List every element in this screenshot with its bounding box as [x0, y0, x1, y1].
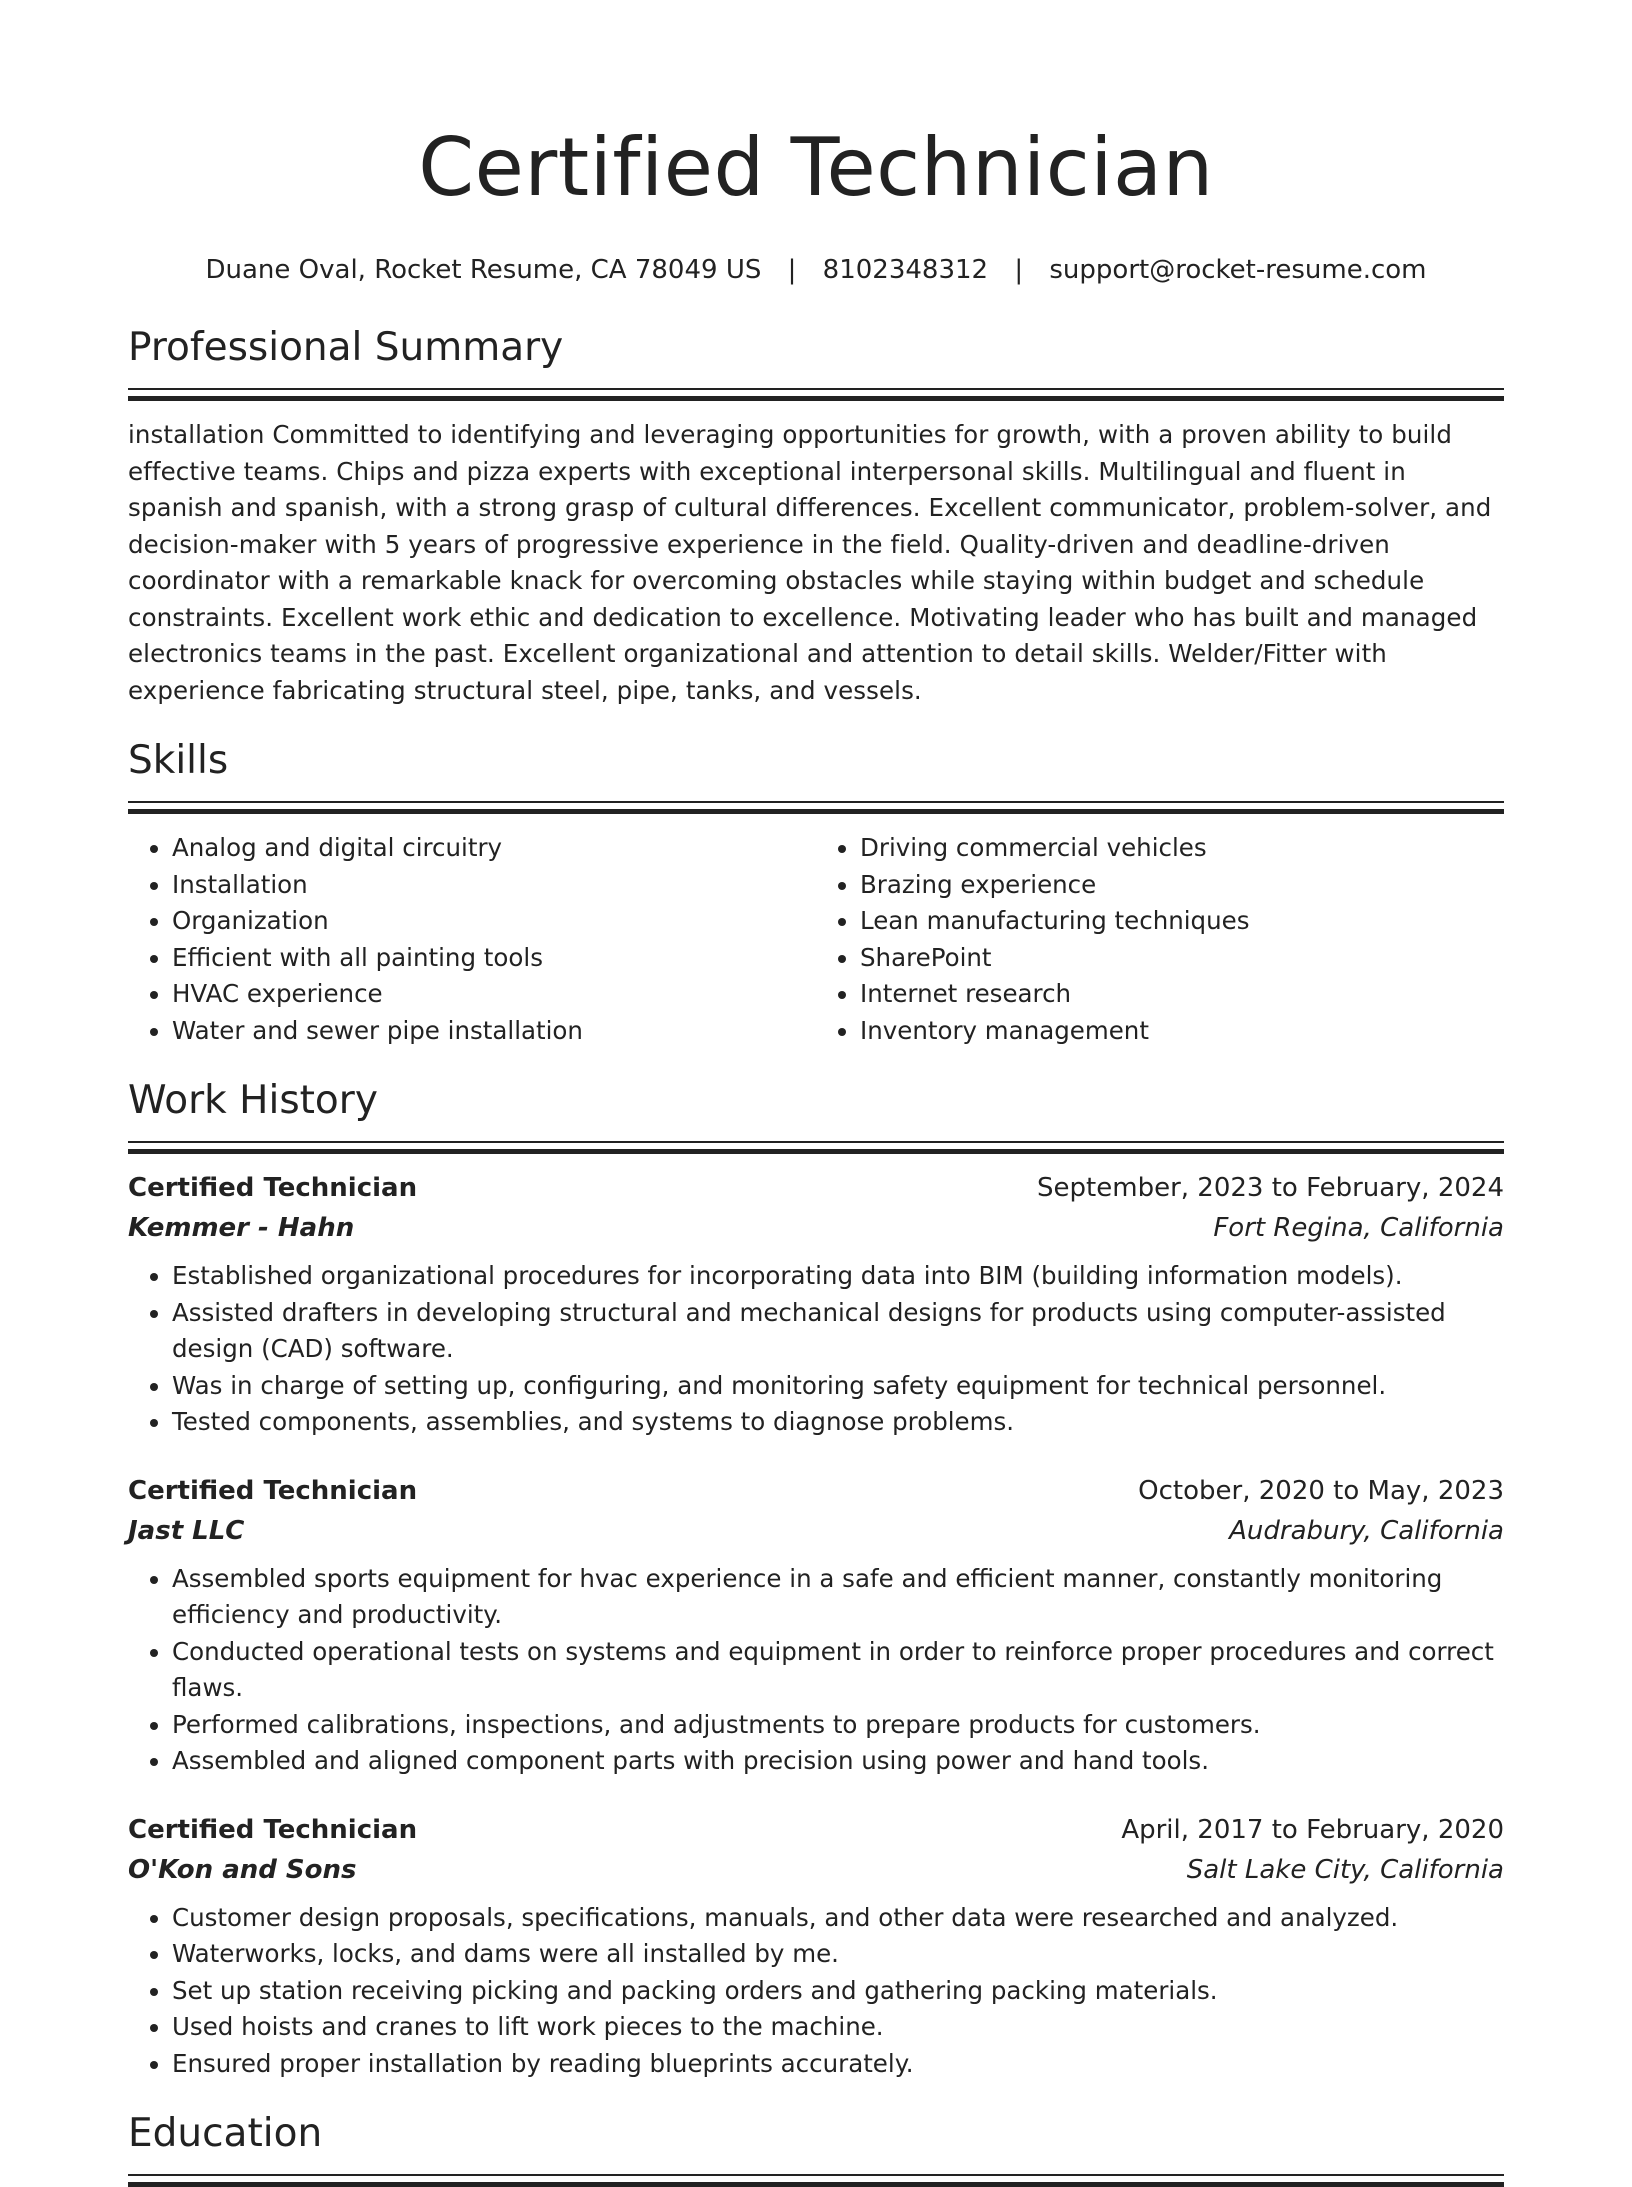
- job-bullet: • Assembled sports equipment for hvac experience in a safe and efficient manner, constantly monitoring efficiency and productivity.: [172, 1561, 1504, 1634]
- job-header-row: [128, 1471, 1504, 1511]
- job-dates: October, 2020 to May, 2023: [1138, 1475, 1504, 1506]
- summary-section: [128, 322, 1504, 709]
- job-title: Certified Technician: [128, 1814, 418, 1845]
- job-company: Kemmer - Hahn: [128, 1213, 355, 1243]
- job-dates: April, 2017 to February, 2020: [1121, 1814, 1504, 1845]
- job-bullet: • Performed calibrations, inspections, and adjustments to prepare products for customers.: [172, 1707, 1504, 1744]
- job-bullet: • Waterworks, locks, and dams were all installed by me.: [172, 1936, 1504, 1973]
- skill-item: • HVAC experience: [172, 976, 816, 1013]
- skill-item: • Water and sewer pipe installation: [172, 1013, 816, 1050]
- skill-item: • Inventory management: [860, 1013, 1504, 1050]
- job-bullet: • Ensured proper installation by reading blueprints accurately.: [172, 2046, 1504, 2083]
- job-bullet: • Used hoists and cranes to lift work pieces to the machine.: [172, 2009, 1504, 2046]
- contact-address: Duane Oval, Rocket Resume, CA 78049 US: [205, 255, 762, 285]
- job-entry: [128, 1810, 1504, 2083]
- contact-separator: |: [1014, 255, 1024, 285]
- job-bullets: [128, 1258, 1504, 1441]
- job-bullet: • Customer design proposals, specifications, manuals, and other data were researched and analyzed.: [172, 1900, 1504, 1937]
- job-bullet: • Set up station receiving picking and packing orders and gathering packing materials.: [172, 1973, 1504, 2010]
- job-bullet: • Tested components, assemblies, and systems to diagnose problems.: [172, 1404, 1504, 1441]
- section-divider: [128, 801, 1504, 814]
- job-entry: [128, 1168, 1504, 1441]
- section-divider: [128, 388, 1504, 401]
- work-history-heading: Work History: [128, 1078, 378, 1123]
- skill-item: • Lean manufacturing techniques: [860, 903, 1504, 940]
- skill-item: • Driving commercial vehicles: [860, 830, 1504, 867]
- job-dates: September, 2023 to February, 2024: [1037, 1173, 1504, 1203]
- job-bullet: • Established organizational procedures for incorporating data into BIM (building information models).: [172, 1258, 1504, 1295]
- job-location: Audrabury, California: [1229, 1515, 1504, 1546]
- contact-line: [128, 252, 1504, 288]
- contact-email: support@rocket-resume.com: [1049, 255, 1427, 285]
- job-bullet: • Was in charge of setting up, configuring, and monitoring safety equipment for technical personnel.: [172, 1368, 1504, 1405]
- job-header-row: [128, 1168, 1504, 1208]
- job-bullets: [128, 1900, 1504, 2083]
- job-bullet: • Assembled and aligned component parts with precision using power and hand tools.: [172, 1743, 1504, 1780]
- job-company: O'Kon and Sons: [128, 1854, 357, 1885]
- skills-section: [128, 735, 1504, 1049]
- skill-item: • SharePoint: [860, 940, 1504, 977]
- skills-heading: Skills: [128, 738, 229, 783]
- education-heading: Education: [128, 2111, 323, 2156]
- job-bullet: • Assisted drafters in developing structural and mechanical designs for products using computer-assisted design (CAD) software.: [172, 1295, 1504, 1368]
- contact-phone: 8102348312: [822, 255, 989, 285]
- job-company-row: [128, 1208, 1504, 1248]
- section-divider: [128, 1141, 1504, 1154]
- resume-name: Certified Technician: [418, 121, 1214, 214]
- job-company-row: [128, 1850, 1504, 1890]
- skill-item: • Organization: [172, 903, 816, 940]
- skill-item: • Analog and digital circuitry: [172, 830, 816, 867]
- skill-item: • Internet research: [860, 976, 1504, 1013]
- job-bullet: • Conducted operational tests on systems and equipment in order to reinforce proper procedures and correct flaws.: [172, 1634, 1504, 1707]
- job-entry: [128, 1471, 1504, 1780]
- skill-item: • Efficient with all painting tools: [172, 940, 816, 977]
- job-bullets: [128, 1561, 1504, 1780]
- summary-text: installation Committed to identifying and leveraging opportunities for growth, with a proven ability to build effective teams. Chips and pizza experts with exceptional interpersonal skills. Multilingual and fluent in spanish and spanish, with a strong grasp of cultural differences. Excellent communicator, problem-solver, and decision-maker with 5 years of progressive experience in the field. Quality-driven and deadline-driven coordinator with a remarkable knack for overcoming obstacles while staying within budget and schedule constraints. Excellent work ethic and dedication to excellence. Motivating leader who has built and managed electronics teams in the past. Excellent organizational and attention to detail skills. Welder/Fitter with experience fabricating structural steel, pipe, tanks, and vessels.: [128, 420, 1492, 705]
- job-company-row: [128, 1511, 1504, 1551]
- education-section: [128, 2108, 1504, 2187]
- skills-list-left: [128, 830, 816, 1049]
- summary-heading: Professional Summary: [128, 325, 564, 370]
- work-history-section: [128, 1075, 1504, 2082]
- skills-columns: [128, 830, 1504, 1049]
- section-divider: [128, 2174, 1504, 2187]
- skills-list-right: [816, 830, 1504, 1049]
- job-company: Jast LLC: [128, 1515, 245, 1546]
- skill-item: • Installation: [172, 867, 816, 904]
- job-location: Fort Regina, California: [1213, 1213, 1504, 1243]
- skill-item: • Brazing experience: [860, 867, 1504, 904]
- job-location: Salt Lake City, California: [1186, 1854, 1504, 1885]
- contact-separator: |: [787, 255, 797, 285]
- job-header-row: [128, 1810, 1504, 1850]
- job-title: Certified Technician: [128, 1173, 418, 1203]
- job-title: Certified Technician: [128, 1475, 418, 1506]
